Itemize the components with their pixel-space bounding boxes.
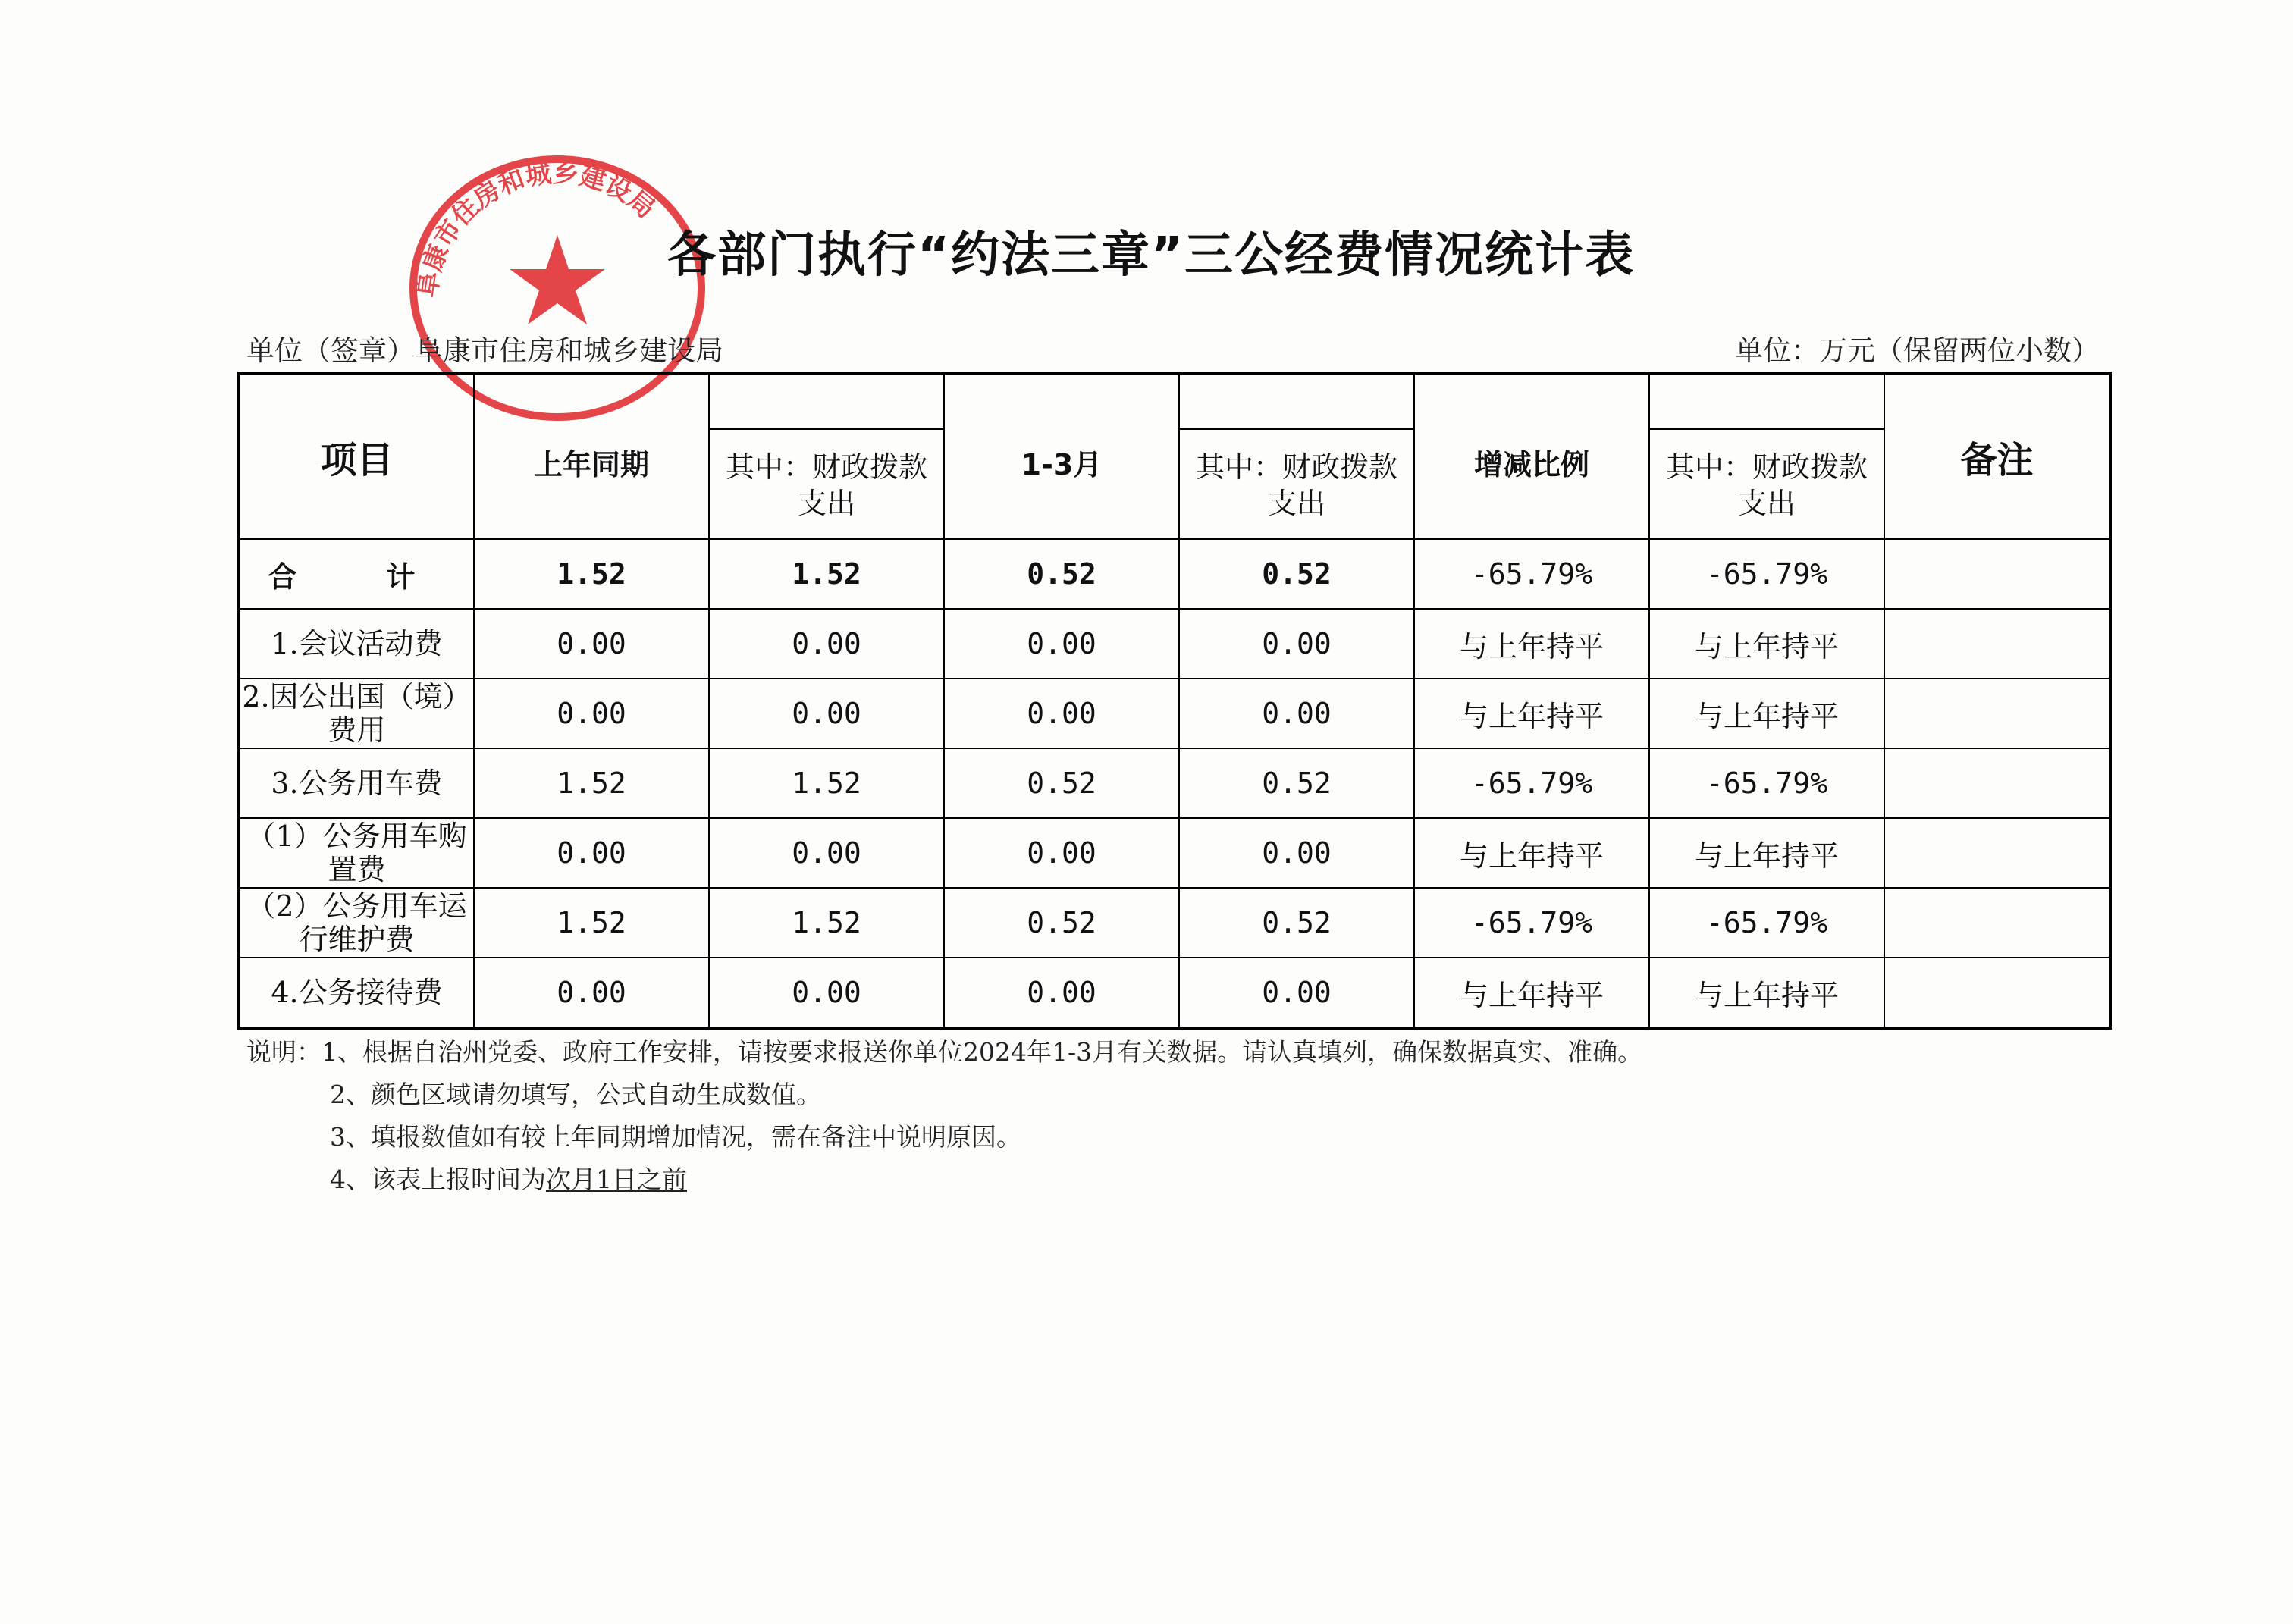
cell-change-fin: 与上年持平 (1649, 679, 1884, 748)
header-remark: 备注 (1884, 373, 2110, 539)
cell-current-fin: 0.52 (1179, 539, 1414, 609)
cell-prev: 1.52 (474, 539, 709, 609)
table-row (239, 888, 2110, 958)
cell-current-fin: 0.00 (1179, 818, 1414, 888)
row-label: 4.公务接待费 (239, 958, 474, 1028)
cell-remark (1884, 748, 2110, 818)
cell-change-fin: -65.79% (1649, 748, 1884, 818)
row-label: 3.公务用车费 (239, 748, 474, 818)
cell-change-fin: 与上年持平 (1649, 958, 1884, 1028)
cell-prev-fin: 1.52 (709, 888, 944, 958)
cell-prev-fin: 1.52 (709, 539, 944, 609)
currency-unit-note: 单位：万元（保留两位小数） (1735, 334, 2100, 367)
cell-change-fin: 与上年持平 (1649, 609, 1884, 679)
header-change: 增减比例 (1414, 373, 1649, 539)
unit-signature-line (246, 328, 723, 368)
note-4-prefix: 4、该表上报时间为 (330, 1165, 546, 1194)
cell-change: 与上年持平 (1414, 958, 1649, 1028)
cell-current: 0.52 (944, 748, 1179, 818)
unit-label: 单位（签章） (246, 334, 415, 367)
cell-change-fin: -65.79% (1649, 888, 1884, 958)
unit-name: 阜康市住房和城乡建设局 (415, 334, 723, 367)
cell-current: 0.52 (944, 888, 1179, 958)
header-prev: 上年同期 (474, 373, 709, 539)
cell-remark (1884, 958, 2110, 1028)
cell-change: 与上年持平 (1414, 609, 1649, 679)
cell-prev: 0.00 (474, 958, 709, 1028)
cell-change-fin: 与上年持平 (1649, 818, 1884, 888)
row-label: 2.因公出国（境）费用 (239, 679, 474, 748)
cell-change: -65.79% (1414, 888, 1649, 958)
note-1: 说明：1、根据自治州党委、政府工作安排，请按要求报送你单位2024年1-3月有关数据。请认真填列，确保数据真实、准确。 (246, 1037, 1643, 1067)
table-row (239, 748, 2110, 818)
row-label: （2）公务用车运行维护费 (239, 888, 474, 958)
header-current: 1-3月 (944, 373, 1179, 539)
cell-remark (1884, 679, 2110, 748)
cell-current-fin: 0.00 (1179, 958, 1414, 1028)
header-change-fin: 其中：财政拨款支出 (1649, 373, 1884, 539)
cell-current: 0.52 (944, 539, 1179, 609)
cell-current: 0.00 (944, 679, 1179, 748)
cell-current: 0.00 (944, 818, 1179, 888)
cell-prev-fin: 0.00 (709, 679, 944, 748)
cell-change: 与上年持平 (1414, 679, 1649, 748)
note-3: 3、填报数值如有较上年同期增加情况，需在备注中说明原因。 (330, 1122, 1021, 1152)
cell-change-fin: -65.79% (1649, 539, 1884, 609)
cell-prev-fin: 0.00 (709, 818, 944, 888)
table-row (239, 818, 2110, 888)
note-2: 2、颜色区域请勿填写，公式自动生成数值。 (330, 1080, 821, 1109)
cell-current-fin: 0.52 (1179, 888, 1414, 958)
cell-prev: 0.00 (474, 679, 709, 748)
cell-remark (1884, 539, 2110, 609)
cell-remark (1884, 609, 2110, 679)
cell-prev: 0.00 (474, 609, 709, 679)
svg-text:阜康市住房和城乡建设局: 阜康市住房和城乡建设局 (412, 158, 661, 300)
cell-current-fin: 0.00 (1179, 679, 1414, 748)
notes-section (246, 1031, 1642, 1201)
header-item: 项目 (239, 373, 474, 539)
cell-current-fin: 0.00 (1179, 609, 1414, 679)
table-row-total (239, 539, 2110, 609)
cell-change: 与上年持平 (1414, 818, 1649, 888)
cell-current: 0.00 (944, 958, 1179, 1028)
table-header-row (239, 373, 2110, 539)
table-row (239, 679, 2110, 748)
table-row (239, 958, 2110, 1028)
table-row (239, 609, 2110, 679)
cell-prev-fin: 0.00 (709, 609, 944, 679)
cell-current: 0.00 (944, 609, 1179, 679)
expense-table (237, 372, 2112, 1030)
note-4 (246, 1158, 1642, 1201)
cell-prev: 0.00 (474, 818, 709, 888)
seal-star-icon (510, 235, 605, 324)
cell-change: -65.79% (1414, 748, 1649, 818)
cell-change: -65.79% (1414, 539, 1649, 609)
cell-current-fin: 0.52 (1179, 748, 1414, 818)
cell-prev: 1.52 (474, 888, 709, 958)
cell-remark (1884, 818, 2110, 888)
cell-remark (1884, 888, 2110, 958)
page-title: 各部门执行“约法三章”三公经费情况统计表 (667, 227, 1636, 284)
row-label: （1）公务用车购置费 (239, 818, 474, 888)
cell-prev-fin: 1.52 (709, 748, 944, 818)
note-4-deadline: 次月1日之前 (546, 1165, 687, 1194)
header-prev-fin: 其中：财政拨款支出 (709, 373, 944, 539)
row-label: 合 计 (239, 539, 474, 609)
row-label: 1.会议活动费 (239, 609, 474, 679)
header-current-fin: 其中：财政拨款支出 (1179, 373, 1414, 539)
cell-prev: 1.52 (474, 748, 709, 818)
cell-prev-fin: 0.00 (709, 958, 944, 1028)
